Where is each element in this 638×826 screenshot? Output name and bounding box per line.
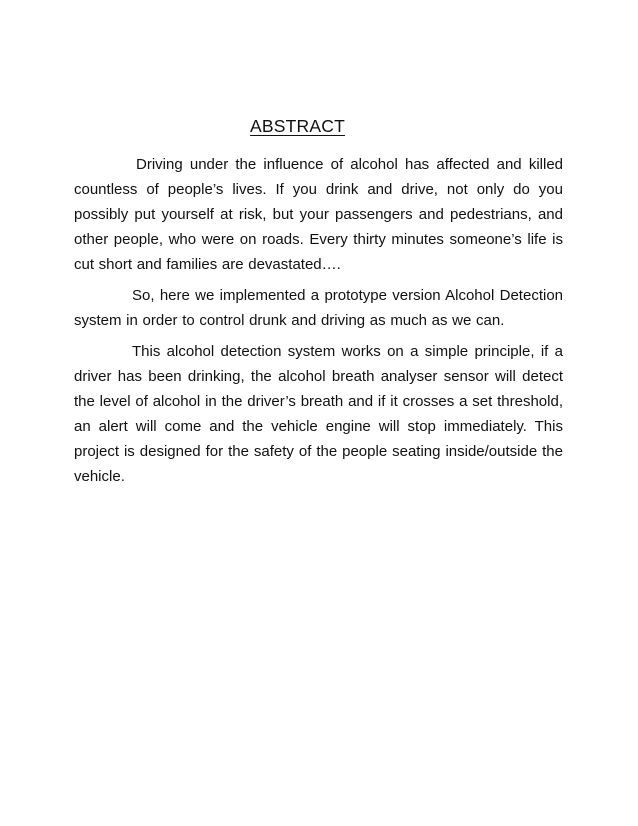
page-title: ABSTRACT <box>250 116 345 136</box>
paragraph-2: So, here we implemented a prototype version Alcohol Detection system in order to control drunk and driving as much as we can. <box>74 287 563 329</box>
abstract-body <box>74 152 563 495</box>
paragraph-1: Driving under the influence of alcohol has affected and killed countless of people’s lives. If you drink and drive, not only do you possibly put yourself at risk, but your passengers and pedestrians, and other people, who were on roads. Every thirty minutes someone’s life is cut short and families are devastated…. <box>74 156 563 273</box>
paragraph-3: This alcohol detection system works on a simple principle, if a driver has been drinking, the alcohol breath analyser sensor will detect the level of alcohol in the driver’s breath and if it crosses a set threshold, an alert will come and the vehicle engine will stop immediately. This project is designed for the safety of the people seating inside/outside the vehicle. <box>74 343 563 485</box>
